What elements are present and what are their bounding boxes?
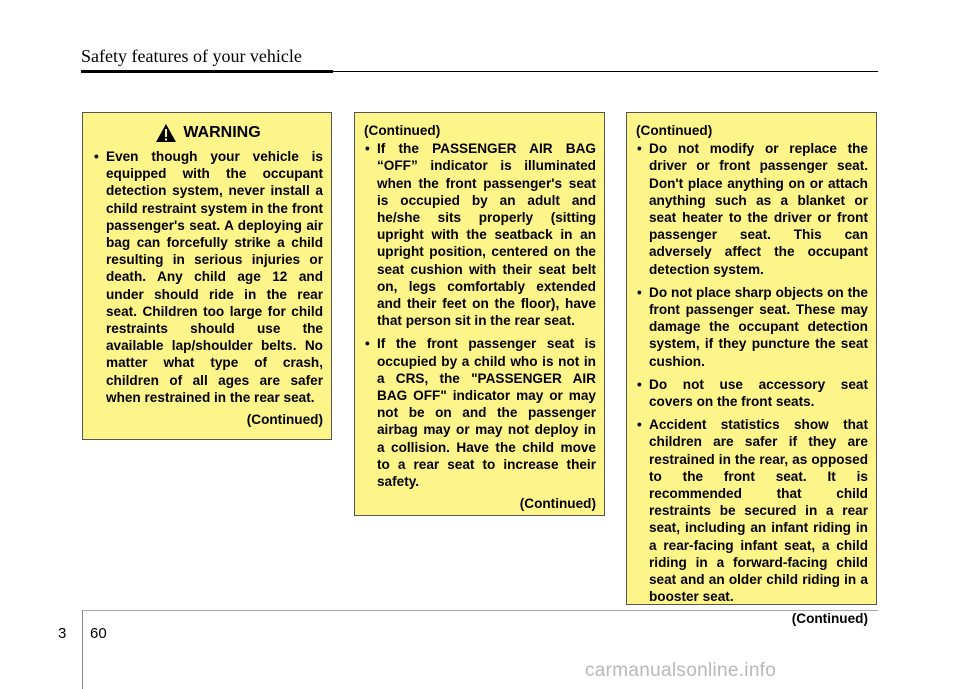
warning-heading [93,123,323,143]
list-item: • Do not modify or replace the driver or front passenger seat. Don't place anything on or attach anything such as a blanket or seat heater to the driver or front passenger seat. This can adversely affect the occupant detection system. [636,140,868,278]
chapter-number: 3 [58,625,67,642]
list-item: • Even though your vehicle is equipped with the occupant detection system, never install a child restraint system in the front passenger's seat. A deploying air bag can forcefully strike a child resulting in serious injuries or death. Any child age 12 and under should ride in the rear seat. Children too large for child restraints should use the available lap/shoulder belts. No matter what type of crash, children of all ages are safer when restrained in the rear seat. [93,148,323,406]
list-item: • Do not use accessory seat covers on the front seats. [636,376,868,410]
list-item: • If the PASSENGER AIR BAG “OFF” indicator is illuminated when the front passenger's seat is occupied by an adult and he/she sits properly (sitting upright with the seatback in an upright position, centered on the seat cushion with their seat belt on, legs comfortably extended and their feet on the floor), have that person sit in the rear seat. [364,140,596,329]
list-item: • If the front passenger seat is occupied by a child who is not in a CRS, the "PASSENGER AIR BAG OFF" indicator may or may not be on and the passenger airbag may or may not deploy in a collision. Have the child move to a rear seat to increase their safety. [364,335,596,490]
watermark: carmanualsonline.info [585,660,777,681]
footer-rule [82,610,878,611]
continued-box-right [626,112,877,627]
continued-label: (Continued) [364,123,441,138]
header-rule-thick [81,70,333,73]
continued-label: (Continued) [519,496,596,512]
continued-label: (Continued) [791,611,868,627]
continued-label: (Continued) [246,412,323,428]
list-item: • Do not place sharp objects on the front passenger seat. These may damage the occupant detection system, if they puncture the seat cushion. [636,284,868,370]
list-item: • Accident statistics show that children are safer if they are restrained in the rear, as opposed to the front seat. It is recommended that child restraints be secured in a rear seat, including an infant riding in a rear-facing infant seat, a child riding in a forward-facing child seat and an older child riding in a booster seat. [636,416,868,605]
warning-heading-label: WARNING [183,124,261,142]
page-header-title: Safety features of your vehicle [81,46,302,66]
continued-label: (Continued) [636,123,713,138]
header-rule-thin [333,71,878,72]
footer-divider [82,610,83,689]
warning-triangle-icon [155,123,177,143]
page-number: 60 [90,625,107,642]
continued-box-middle [354,112,605,516]
warning-box [82,112,332,440]
